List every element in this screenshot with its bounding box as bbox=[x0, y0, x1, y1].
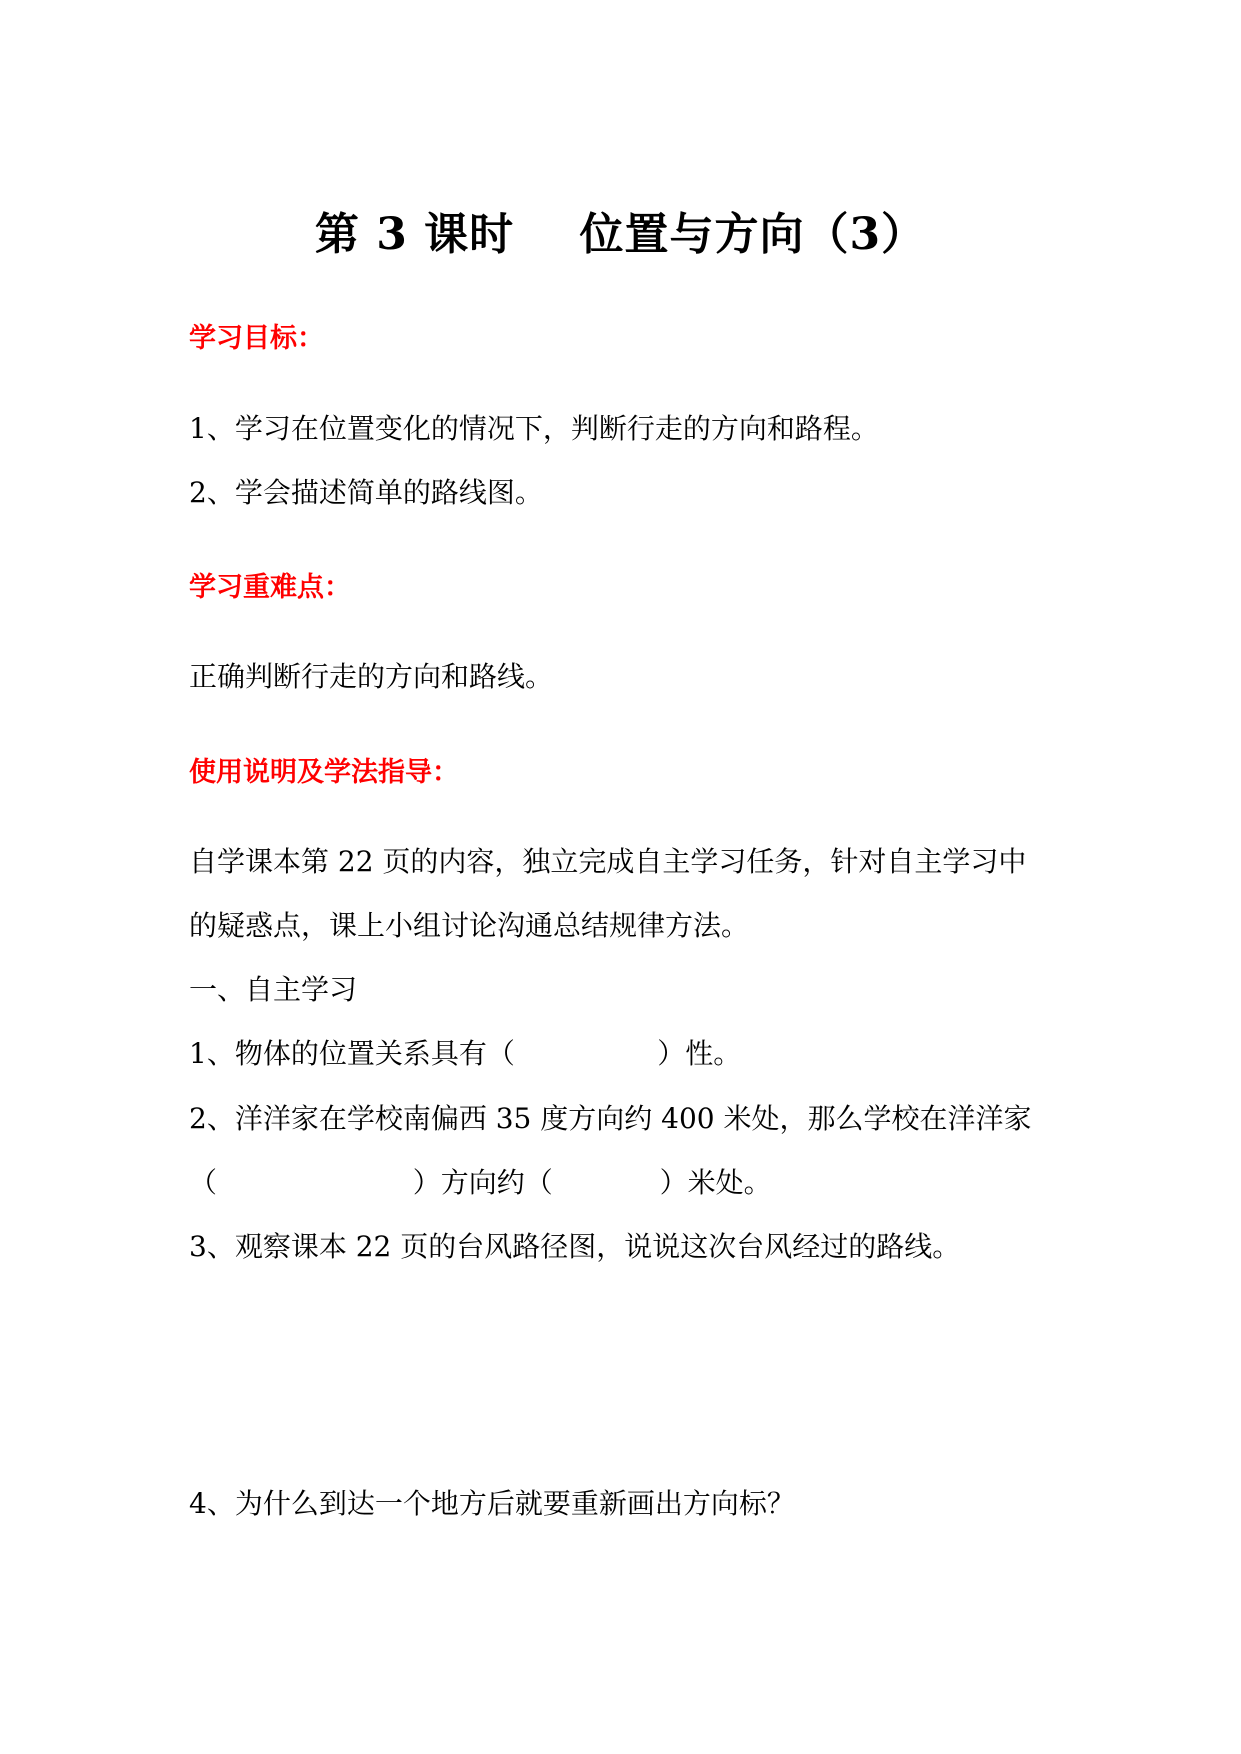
objective-item-1: 1、学习在位置变化的情况下，判断行走的方向和路程。 bbox=[189, 412, 879, 445]
question-3: 3、观察课本 22 页的台风路径图，说说这次台风经过的路线。 bbox=[189, 1230, 961, 1263]
guide-line-2: 的疑惑点，课上小组讨论沟通总结规律方法。 bbox=[189, 909, 750, 942]
key-points-heading: 学习重难点： bbox=[189, 572, 351, 603]
question-4: 4、为什么到达一个地方后就要重新画出方向标？ bbox=[189, 1487, 795, 1520]
page-title: 第 3 课时 位置与方向（3） bbox=[314, 209, 927, 260]
self-study-heading: 一、自主学习 bbox=[189, 973, 358, 1006]
key-points-text: 正确判断行走的方向和路线。 bbox=[189, 660, 554, 693]
question-2-line-2: （ ）方向约（ ）米处。 bbox=[189, 1166, 772, 1199]
guide-heading: 使用说明及学法指导： bbox=[189, 757, 459, 788]
objective-item-2: 2、学会描述简单的路线图。 bbox=[189, 476, 543, 509]
objectives-heading: 学习目标： bbox=[189, 323, 324, 354]
guide-line-1: 自学课本第 22 页的内容，独立完成自主学习任务，针对自主学习中 bbox=[189, 845, 1027, 878]
question-1: 1、物体的位置关系具有（ ）性。 bbox=[189, 1037, 742, 1070]
question-2-line-1: 2、洋洋家在学校南偏西 35 度方向约 400 米处，那么学校在洋洋家 bbox=[189, 1102, 1032, 1135]
